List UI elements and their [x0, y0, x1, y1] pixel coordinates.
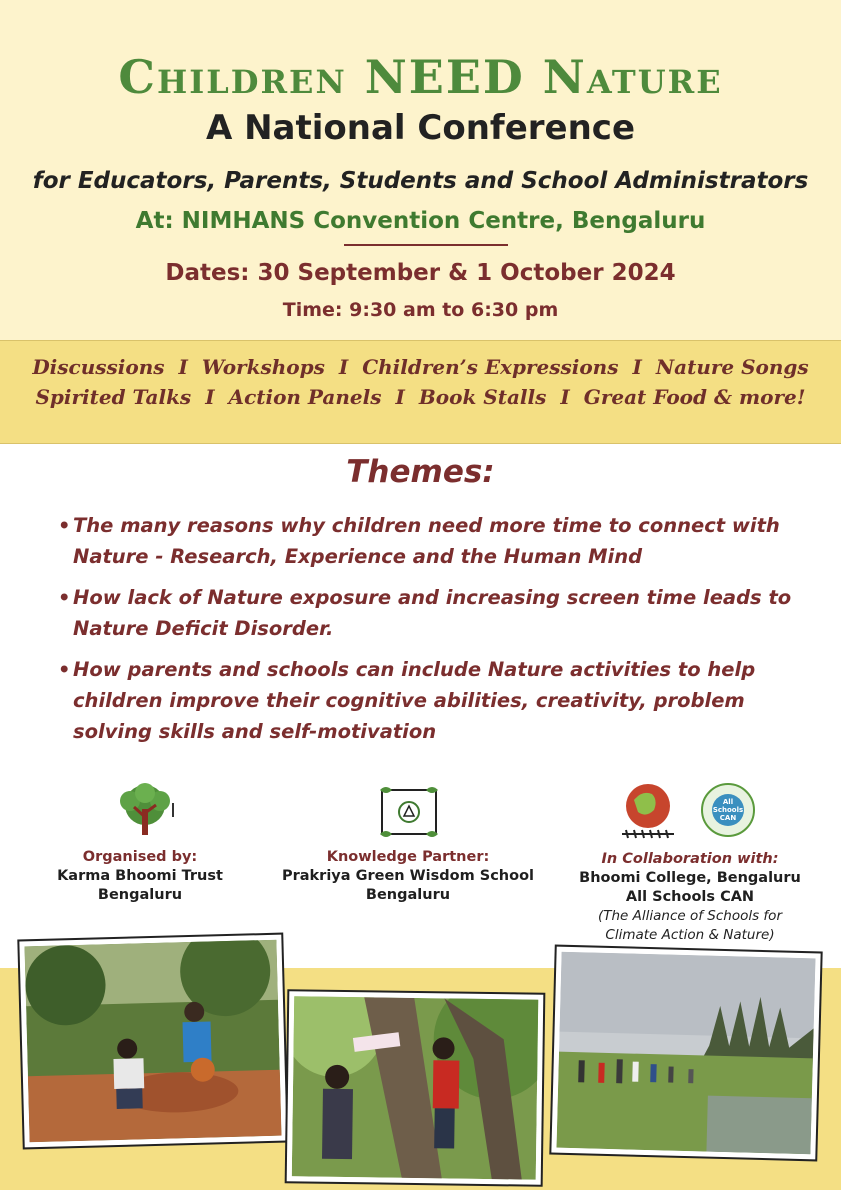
separator: I [178, 355, 188, 379]
activity-item: Action Panels [228, 385, 382, 409]
event-audience: for Educators, Parents, Students and School Administrators [32, 168, 809, 194]
children-climbing-tree-photo [287, 991, 544, 1185]
divider [344, 244, 508, 246]
theme-item [58, 582, 818, 644]
separator: I [205, 385, 215, 409]
event-subtitle: A National Conference [205, 108, 636, 148]
bullet-icon: • [58, 514, 71, 537]
event-title: Children NEED Nature [118, 50, 723, 104]
organiser-name: Karma Bhoomi Trust [57, 868, 223, 884]
event-venue: At: NIMHANS Convention Centre, Bengaluru [135, 208, 706, 234]
themes-list [58, 510, 818, 757]
logo-text: CAN [719, 814, 737, 822]
activities-row-1 [0, 355, 841, 379]
karma-bhoomi-tree-logo-icon [112, 783, 178, 844]
knowledge-partner-name: Prakriya Green Wisdom School [281, 868, 535, 884]
collaboration-label: In Collaboration with: [601, 851, 779, 867]
organised-by-label: Organised by: [82, 849, 198, 865]
activities-band [0, 340, 841, 444]
activity-item: Spirited Talks [35, 385, 192, 409]
activity-item: Great Food & more! [583, 385, 806, 409]
organiser-place: Bengaluru [97, 887, 183, 903]
separator: I [395, 385, 405, 409]
event-time: Time: 9:30 am to 6:30 pm [282, 299, 559, 321]
knowledge-partner-credit [278, 848, 538, 905]
logo-text: All [722, 798, 734, 806]
bullet-icon: • [58, 658, 71, 681]
bhoomi-college-globe-logo-icon [618, 780, 678, 845]
separator: I [338, 355, 349, 379]
activities-row-2 [0, 385, 841, 409]
collaboration-credit [570, 850, 810, 945]
knowledge-partner-place: Bengaluru [365, 887, 451, 903]
collaborator-name: All Schools CAN [625, 889, 755, 905]
themes-heading: Themes: [346, 454, 495, 490]
activity-item: Book Stalls [418, 385, 547, 409]
logo-text: Schools [712, 806, 744, 814]
theme-item [58, 510, 818, 572]
theme-text: How lack of Nature exposure and increasing screen time leads to Nature Deficit Disorder. [73, 586, 792, 640]
collaborator-name: Bhoomi College, Bengaluru [579, 870, 801, 886]
bullet-icon: • [58, 586, 71, 609]
organised-by-credit [40, 848, 240, 905]
photo-strip [0, 968, 841, 1190]
separator: I [632, 355, 642, 379]
activity-item: Children’s Expressions [362, 355, 619, 379]
children-planting-photo [19, 935, 286, 1148]
activity-item: Discussions [32, 355, 165, 379]
separator: I [560, 385, 570, 409]
knowledge-partner-label: Knowledge Partner: [326, 849, 490, 865]
activity-item: Nature Songs [655, 355, 809, 379]
theme-text: How parents and schools can include Nature activities to help children improve their cognitive abilities, creativity, problem solving skills and self-motivation [73, 658, 756, 743]
collaborator-note: Climate Action & Nature) [605, 927, 775, 943]
group-walking-by-lake-photo [551, 947, 820, 1160]
activity-item: Workshops [201, 355, 325, 379]
theme-item [58, 654, 818, 747]
theme-text: The many reasons why children need more time to connect with Nature - Research, Experience and the Human Mind [73, 514, 780, 568]
collaborator-note: (The Alliance of Schools for [597, 908, 782, 924]
header-section [0, 0, 841, 340]
prakriya-school-logo-icon [376, 784, 442, 845]
event-dates: Dates: 30 September & 1 October 2024 [165, 260, 676, 286]
all-schools-can-logo-icon [698, 782, 758, 843]
